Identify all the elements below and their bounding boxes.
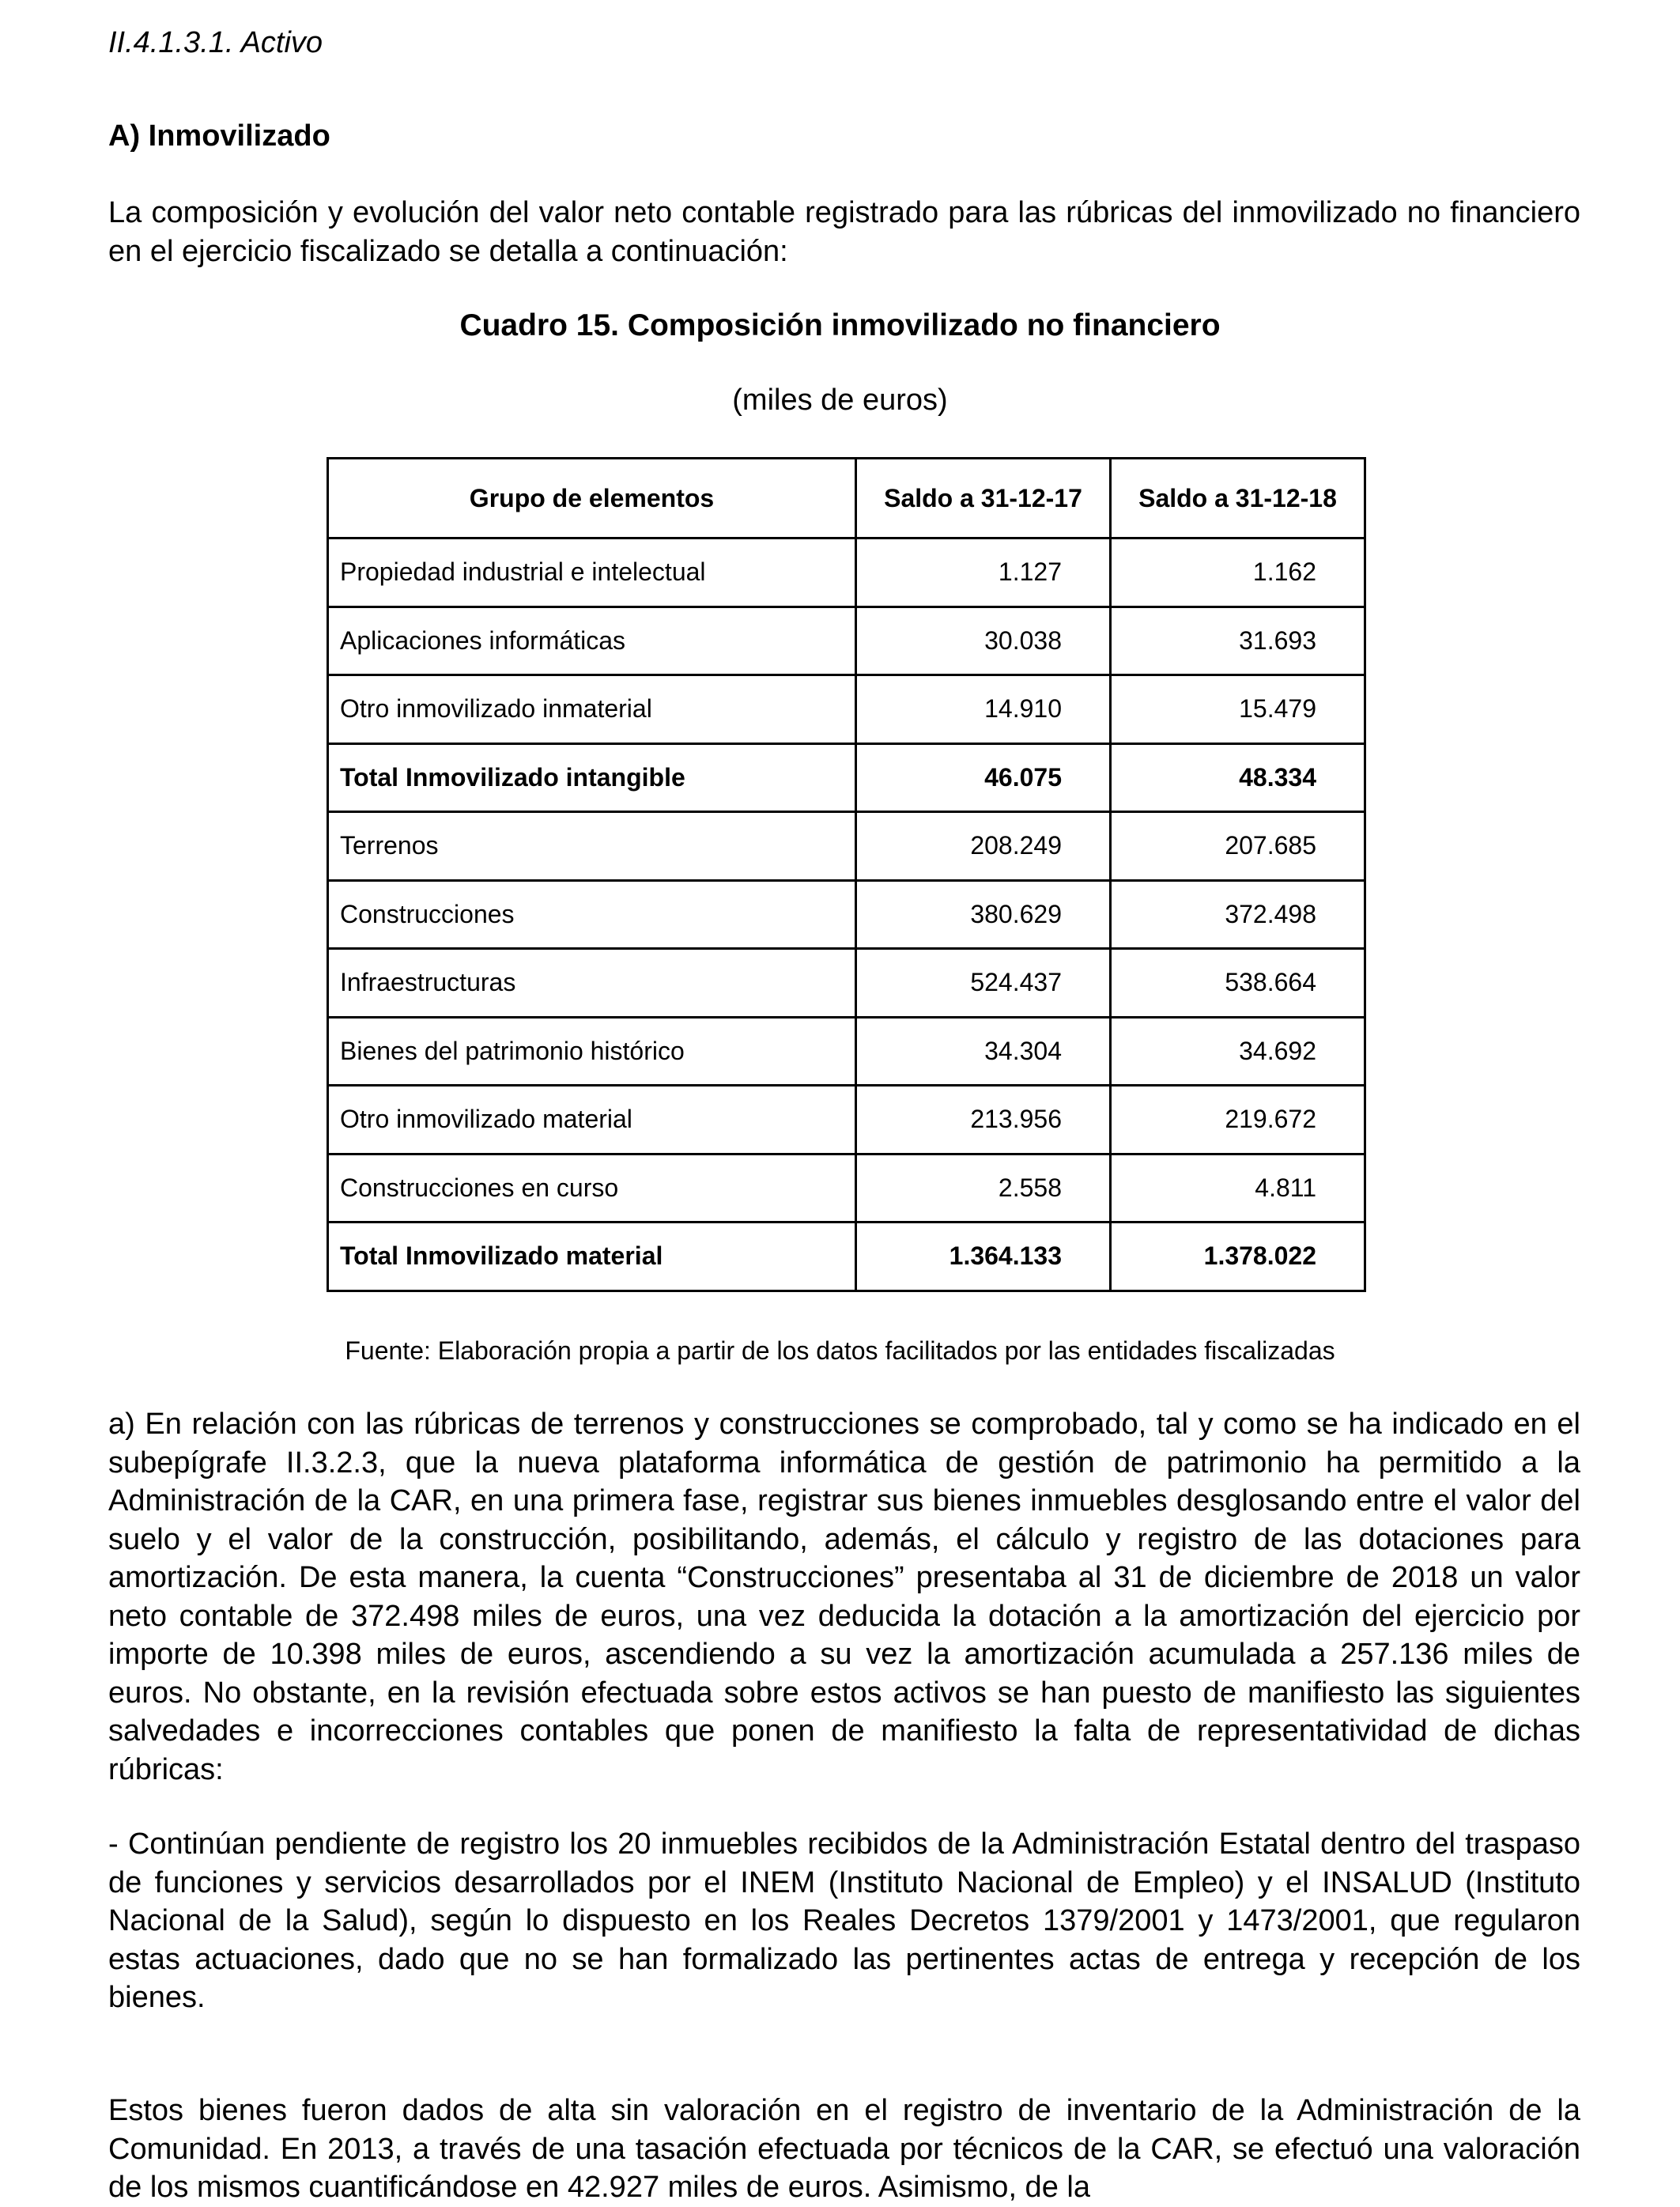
subheading: A) Inmovilizado bbox=[108, 119, 330, 153]
data-table bbox=[327, 457, 1366, 1292]
table-header-2018: Saldo a 31-12-18 bbox=[1111, 459, 1365, 539]
value-2017: 208.249 bbox=[856, 812, 1111, 881]
body-paragraph-inmuebles: - Continúan pendiente de registro los 20 inmuebles recibidos de la Administración Estatal dentro del traspaso de funciones y servicios desarrollados por el INEM (Instituto Nacional de Empleo) y el INSALUD (Instituto Nacional de la Salud), según lo dispuesto en los Reales Decretos 1379/2001 y 1473/2001, que regularon estas actuaciones, dado que no se han formalizado las pertinentes actas de entrega y recepción de los bienes. bbox=[108, 1827, 1580, 2014]
value-2018: 31.693 bbox=[1111, 607, 1365, 675]
value-2018: 372.498 bbox=[1111, 880, 1365, 949]
table-row bbox=[328, 675, 1365, 744]
table-header-2017: Saldo a 31-12-17 bbox=[856, 459, 1111, 539]
value-2018: 48.334 bbox=[1111, 743, 1365, 812]
value-2018: 34.692 bbox=[1111, 1017, 1365, 1086]
table-row bbox=[328, 1017, 1365, 1086]
table-row bbox=[328, 1154, 1365, 1223]
value-2018: 219.672 bbox=[1111, 1086, 1365, 1155]
row-label: Infraestructuras bbox=[328, 949, 856, 1018]
value-2017: 34.304 bbox=[856, 1017, 1111, 1086]
row-label: Propiedad industrial e intelectual bbox=[328, 539, 856, 607]
table-row bbox=[328, 607, 1365, 675]
value-2017: 524.437 bbox=[856, 949, 1111, 1018]
row-label: Aplicaciones informáticas bbox=[328, 607, 856, 675]
value-2017: 213.956 bbox=[856, 1086, 1111, 1155]
row-label: Terrenos bbox=[328, 812, 856, 881]
value-2018: 4.811 bbox=[1111, 1154, 1365, 1223]
value-2017: 380.629 bbox=[856, 880, 1111, 949]
value-2018: 15.479 bbox=[1111, 675, 1365, 744]
value-2017: 30.038 bbox=[856, 607, 1111, 675]
table-row bbox=[328, 949, 1365, 1018]
value-2018: 207.685 bbox=[1111, 812, 1365, 881]
table-row bbox=[328, 539, 1365, 607]
row-label: Construcciones bbox=[328, 880, 856, 949]
row-label: Construcciones en curso bbox=[328, 1154, 856, 1223]
table-row bbox=[328, 1086, 1365, 1155]
table-total-row bbox=[328, 743, 1365, 812]
body-paragraph-valoracion: Estos bienes fueron dados de alta sin valoración en el registro de inventario de la Administración de la Comunidad. En 2013, a través de una tasación efectuada por técnicos de la CAR, se efectuó una valoración de los mismos cuantificándose en 42.927 miles de euros. Asimismo, de la bbox=[108, 2094, 1580, 2204]
row-label: Otro inmovilizado inmaterial bbox=[328, 675, 856, 744]
table-row bbox=[328, 880, 1365, 949]
table-unit: (miles de euros) bbox=[732, 384, 948, 417]
table-title: Cuadro 15. Composición inmovilizado no financiero bbox=[459, 308, 1221, 342]
value-2017: 46.075 bbox=[856, 743, 1111, 812]
table-source-note: Fuente: Elaboración propia a partir de los datos facilitados por las entidades fiscalizadas bbox=[345, 1336, 1335, 1365]
value-2018: 1.378.022 bbox=[1111, 1223, 1365, 1291]
value-2018: 1.162 bbox=[1111, 539, 1365, 607]
value-2018: 538.664 bbox=[1111, 949, 1365, 1018]
row-label: Total Inmovilizado intangible bbox=[328, 743, 856, 812]
row-label: Total Inmovilizado material bbox=[328, 1223, 856, 1291]
value-2017: 14.910 bbox=[856, 675, 1111, 744]
value-2017: 1.127 bbox=[856, 539, 1111, 607]
value-2017: 2.558 bbox=[856, 1154, 1111, 1223]
table-total-row bbox=[328, 1223, 1365, 1291]
body-paragraph-a: a) En relación con las rúbricas de terrenos y construcciones se comprobado, tal y como se ha indicado en el subepígrafe II.3.2.3, que la nueva plataforma informática de gestión de patrimonio ha permitido a la Administración de la CAR, en una primera fase, registrar sus bienes inmuebles desglosando entre el valor del suelo y el valor de la construcción, posibilitando, además, el cálculo y registro de las dotaciones para amortización. De esta manera, la cuenta “Construcciones” presentaba al 31 de diciembre de 2018 un valor neto contable de 372.498 miles de euros, una vez deducida la dotación a la amortización del ejercicio por importe de 10.398 miles de euros, ascendiendo a su vez la amortización acumulada a 257.136 miles de euros. No obstante, en la revisión efectuada sobre estos activos se han puesto de manifiesto las siguientes salvedades e incorrecciones contables que ponen de manifiesto la falta de representatividad de dichas rúbricas: bbox=[108, 1408, 1580, 1786]
row-label: Otro inmovilizado material bbox=[328, 1086, 856, 1155]
row-label: Bienes del patrimonio histórico bbox=[328, 1017, 856, 1086]
table-row bbox=[328, 812, 1365, 881]
table-header-group: Grupo de elementos bbox=[328, 459, 856, 539]
value-2017: 1.364.133 bbox=[856, 1223, 1111, 1291]
intro-paragraph: La composición y evolución del valor neto contable registrado para las rúbricas del inmovilizado no financiero en el ejercicio fiscalizado se detalla a continuación: bbox=[108, 196, 1580, 268]
section-number: II.4.1.3.1. Activo bbox=[108, 26, 323, 59]
table-header-row bbox=[328, 459, 1365, 539]
